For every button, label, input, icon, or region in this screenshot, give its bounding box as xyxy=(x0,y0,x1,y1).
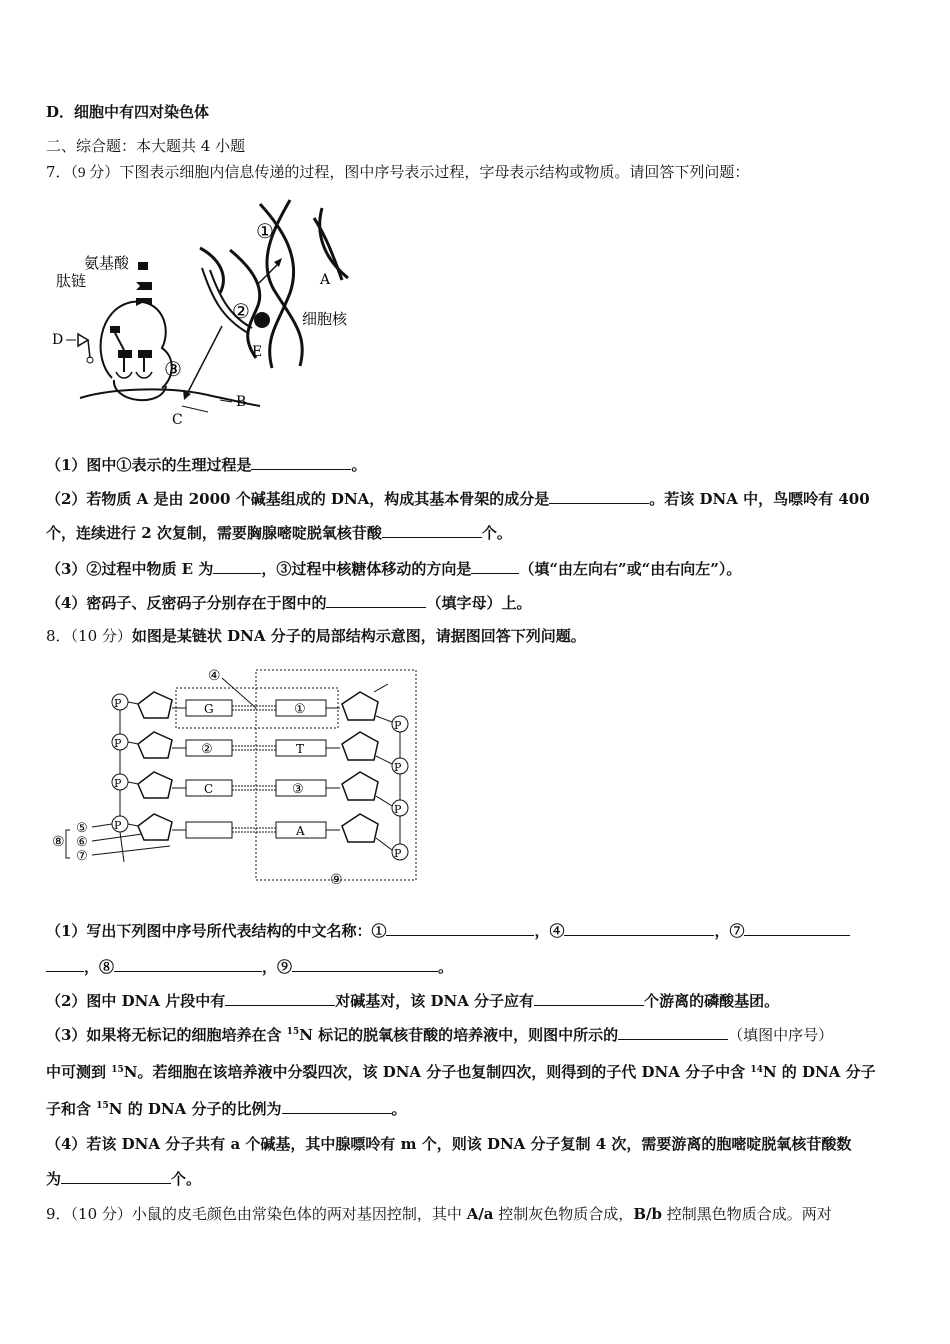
q7-sub4-blank[interactable] xyxy=(326,592,426,608)
q8-sub1-blank8[interactable] xyxy=(114,956,262,972)
left-nucleotide-3 xyxy=(112,750,232,798)
q7-sub3-text-a: （3）②过程中物质 E 为 xyxy=(46,560,214,578)
q7-sub2-blank2[interactable] xyxy=(382,522,482,538)
q8-sub3-blank1[interactable] xyxy=(618,1024,728,1040)
q8-sub3-line1 xyxy=(46,1024,833,1045)
q8-sub4-text-b: 为 xyxy=(46,1170,62,1188)
q8-sub2-blank2[interactable] xyxy=(534,990,644,1006)
q8-sub2-text-b: 对碱基对，该 DNA 分子应有 xyxy=(335,992,535,1010)
section-heading: 二、综合题：本大题共 4 小题 xyxy=(46,137,246,155)
peptide-label: 肽链 xyxy=(56,272,87,290)
fig8-label-4: ④ xyxy=(208,668,221,684)
q8-dna-structure-figure xyxy=(50,662,420,888)
q8-number: 8． xyxy=(46,627,71,645)
q8-sub4-line2 xyxy=(46,1168,201,1189)
phosphate-label: P xyxy=(114,819,122,832)
q9-text-a: 小鼠的皮毛颜色由常染色体的两对基因控制，其中 xyxy=(131,1205,467,1223)
q8-sub3-line3 xyxy=(46,1098,407,1119)
q8-sub2-blank1[interactable] xyxy=(225,990,335,1006)
nucleus-label: 细胞核 xyxy=(302,310,348,328)
q8-sub1-text-b: ，④ xyxy=(534,922,565,940)
q8-sub1-blank1[interactable] xyxy=(386,920,534,936)
q8-stem-text: 如图是某链状 DNA 分子的局部结构示意图，请据图回答下列问题。 xyxy=(131,627,586,645)
label-d: D xyxy=(52,332,64,348)
q8-sub1-text-c: ，⑦ xyxy=(714,922,745,940)
q8-sub3-text-i: 。 xyxy=(391,1100,407,1118)
q8-sub3-text-h: N 的 DNA 分子的比例为 xyxy=(108,1100,282,1118)
phosphate-label: P xyxy=(394,847,402,860)
q7-sub2-text-b: 。若该 DNA 中，鸟嘌呤有 400 xyxy=(649,490,870,508)
q8-sub4-text-a: （4）若该 DNA 分子共有 a 个碱基，其中腺嘌呤有 m 个，则该 DNA 分子复制 4 次，需要游离的胞嘧啶脱氧核苷酸数 xyxy=(46,1135,852,1153)
q7-sub2-line1 xyxy=(46,488,870,509)
q8-sub3-sup4: 15 xyxy=(96,1101,109,1111)
q9-number: 9． xyxy=(46,1205,71,1223)
q7-sub2-text-a: （2）若物质 A 是由 2000 个碱基组成的 DNA，构成其基本骨架的成分是 xyxy=(46,490,550,508)
left-base-1: G xyxy=(204,702,214,716)
fig8-label-6: ⑥ xyxy=(76,835,88,850)
phosphate-label: P xyxy=(114,777,122,790)
q9-text-c: 控制黑色物质合成。两对 xyxy=(661,1205,832,1223)
q7-sub2-line2 xyxy=(46,522,512,543)
q8-sub2-text-c: 个游离的磷酸基团。 xyxy=(644,992,780,1010)
q8-sub3-blank2[interactable] xyxy=(282,1098,392,1114)
q8-sub4-line1 xyxy=(46,1134,851,1154)
label-b: B xyxy=(236,394,247,410)
fig8-label-5: ⑤ xyxy=(76,821,88,836)
q7-sub1-text: （1）图中①表示的生理过程是 xyxy=(46,456,252,474)
q8-stem xyxy=(46,626,586,646)
q8-sub1-line2 xyxy=(46,956,453,977)
q8-sub3-line2 xyxy=(46,1062,876,1082)
left-nucleotide-1 xyxy=(112,692,232,718)
q8-sub1-text-d: ，⑧ xyxy=(84,958,115,976)
q8-score: （10 分） xyxy=(70,627,132,645)
left-nucleotide-4 xyxy=(112,790,232,862)
fig8-label-8: ⑧ xyxy=(52,834,65,850)
q8-sub1-blank4[interactable] xyxy=(564,920,714,936)
q7-score: （9 分） xyxy=(70,165,120,181)
q7-sub4 xyxy=(46,592,531,613)
right-nucleotide-1 xyxy=(276,684,408,732)
q8-sub3-sup3: 14 xyxy=(750,1065,763,1075)
q9-stem xyxy=(46,1204,832,1224)
option-d: D．细胞中有四对染色体 xyxy=(46,103,210,121)
fig8-label-9: ⑨ xyxy=(330,872,343,888)
q8-sub1-text-e: ，⑨ xyxy=(262,958,293,976)
left-nucleotide-2 xyxy=(112,710,232,758)
q7-sub1-blank[interactable] xyxy=(251,454,351,470)
q8-sub1-text-f: 。 xyxy=(438,958,454,976)
enzyme-e-dot xyxy=(254,312,270,328)
left-base-3: C xyxy=(204,782,214,796)
q7-sub3-text-b: ，③过程中核糖体移动的方向是 xyxy=(261,560,472,578)
q9-gene-b: B/b xyxy=(633,1205,662,1223)
process-1-label: ① xyxy=(256,219,274,243)
right-base-4: A xyxy=(296,824,305,838)
q7-stem-text: 下图表示细胞内信息传递的过程，图中序号表示过程，字母表示结构或物质。请回答下列问题： xyxy=(119,163,750,181)
q8-sub3-text-g: 子和含 xyxy=(46,1100,97,1118)
q7-sub4-text-b: （填字母）上。 xyxy=(426,594,532,612)
phosphate-label: P xyxy=(394,719,402,732)
q9-score: （10 分） xyxy=(70,1205,132,1223)
label-a: A xyxy=(320,272,331,288)
q8-sub3-text-d: 中可测到 xyxy=(46,1063,112,1081)
phosphate-label: P xyxy=(394,803,402,816)
phosphate-label: P xyxy=(394,761,402,774)
q8-sub1-blank7b[interactable] xyxy=(46,956,84,972)
q8-sub3-text-f: N 的 DNA 分子 xyxy=(762,1063,876,1081)
q8-sub1-text-a: （1）写出下列图中序号所代表结构的中文名称：① xyxy=(46,922,387,940)
q8-sub2 xyxy=(46,990,779,1011)
q7-translation-figure xyxy=(52,198,372,430)
phosphate-label: P xyxy=(114,737,122,750)
right-nucleotide-4 xyxy=(276,814,408,860)
q7-number: 7． xyxy=(46,163,71,181)
q7-sub2-text-c: 个，连续进行 2 次复制，需要胸腺嘧啶脱氧核苷酸 xyxy=(46,524,382,542)
q8-sub2-text-a: （2）图中 DNA 片段中有 xyxy=(46,992,226,1010)
q9-text-b: 控制灰色物质合成， xyxy=(493,1205,634,1223)
process-2-label: ② xyxy=(232,299,250,323)
q7-sub3-text-c: （填“由左向右”或“由右向左”）。 xyxy=(519,560,742,578)
label-e: E xyxy=(252,344,263,360)
q8-sub3-text-a: （3）如果将无标记的细胞培养在含 xyxy=(46,1026,287,1044)
q8-sub3-text-c: （填图中序号） xyxy=(728,1026,834,1044)
q7-sub1-end: 。 xyxy=(351,456,367,474)
q8-sub3-sup2: 15 xyxy=(111,1065,124,1075)
q8-sub1-blank9[interactable] xyxy=(292,956,438,972)
q7-sub1 xyxy=(46,454,366,475)
right-nucleotide-2 xyxy=(276,732,408,774)
process-3-label: ③ xyxy=(164,357,182,381)
q9-gene-a: A/a xyxy=(466,1205,494,1223)
right-base-2: T xyxy=(296,742,305,756)
q8-sub3-text-e: N。若细胞在该培养液中分裂四次，该 DNA 分子也复制四次，则得到的子代 DNA 分子中含 xyxy=(123,1063,751,1081)
q7-stem xyxy=(46,162,749,183)
amino-acid-label: 氨基酸 xyxy=(84,254,130,272)
right-base-1: ① xyxy=(294,702,306,717)
q8-sub1-blank7a[interactable] xyxy=(744,920,850,936)
phosphate-label: P xyxy=(114,697,122,710)
label-c: C xyxy=(172,412,183,428)
q8-sub1-line1 xyxy=(46,920,850,941)
q8-sub3-sup1: 15 xyxy=(286,1027,300,1037)
q7-sub2-text-d: 个。 xyxy=(481,524,512,542)
q7-sub4-text-a: （4）密码子、反密码子分别存在于图中的 xyxy=(46,594,327,612)
right-nucleotide-3 xyxy=(276,772,408,816)
right-base-3: ③ xyxy=(292,782,304,797)
q8-sub3-text-b: N 标记的脱氧核苷酸的培养液中，则图中所示的 xyxy=(299,1026,619,1044)
q7-sub2-blank1[interactable] xyxy=(549,488,649,504)
fig8-label-7: ⑦ xyxy=(76,849,88,864)
q8-sub4-text-c: 个。 xyxy=(171,1170,202,1188)
q7-sub3-blank1[interactable] xyxy=(213,558,261,574)
q7-sub3 xyxy=(46,558,741,579)
left-base-2: ② xyxy=(201,742,213,757)
q7-sub3-blank2[interactable] xyxy=(471,558,519,574)
hydrogen-bonds xyxy=(232,706,276,832)
q8-sub4-blank[interactable] xyxy=(61,1168,171,1184)
